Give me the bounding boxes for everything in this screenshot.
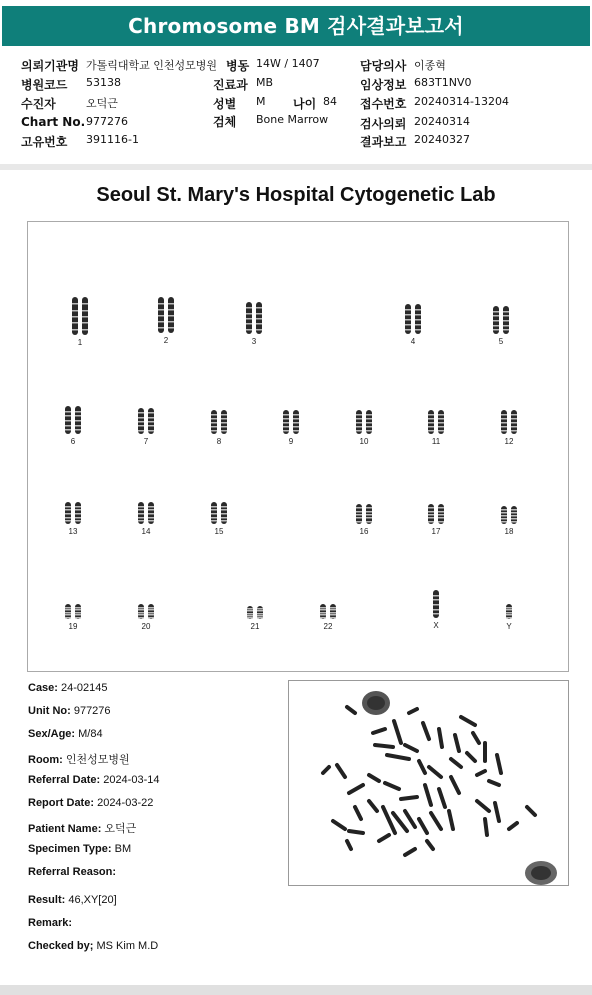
department-label: 진료과 (213, 78, 248, 92)
chromosome-image (63, 604, 83, 619)
chromosome-label: 13 (68, 527, 78, 536)
chromosome-image (156, 297, 176, 333)
checked-value: MS Kim M.D (96, 940, 159, 952)
chromosome-pair (271, 410, 311, 446)
chromosome-label: 12 (504, 437, 514, 446)
chromosome-label: 14 (141, 527, 151, 536)
chromosome-image (70, 297, 90, 335)
chromosome-label: Y (506, 622, 512, 631)
referral-reason-row (28, 866, 116, 878)
unique-label: 고유번호 (21, 135, 68, 149)
report-date-row (28, 797, 153, 809)
specimen-type-row (28, 843, 131, 855)
referral-reason-label: Referral Reason: (28, 866, 117, 878)
sexage-label: Sex/Age: (28, 728, 76, 740)
examinee-value: 오덕근 (86, 97, 118, 110)
metaphase-image (288, 680, 569, 886)
clinical-label: 임상정보 (360, 78, 407, 92)
specimen-type-value: BM (114, 843, 132, 855)
karyogram-panel (27, 221, 569, 672)
sex-label: 성별 (213, 97, 237, 111)
clinical-value: 683T1NV0 (414, 76, 472, 89)
chromosome-pair (481, 306, 521, 346)
cytogenetic-report (0, 170, 592, 985)
chromosome-label: 3 (251, 337, 257, 346)
sexage-value: M/84 (78, 728, 103, 740)
referral-date-value: 2024-03-14 (103, 774, 160, 786)
chromosome-label: 8 (216, 437, 222, 446)
remark-label: Remark: (28, 917, 73, 929)
chromosome-pair (489, 410, 529, 446)
footer-strip (0, 985, 592, 995)
chromosome-pair (234, 302, 274, 346)
specimen-value: Bone Marrow (256, 113, 329, 126)
chromosome-image (354, 410, 374, 434)
result-report-value: 20240327 (414, 133, 470, 146)
result-label: Result: (28, 894, 66, 906)
patient-row (28, 820, 136, 836)
report-date-label: Report Date: (28, 797, 95, 809)
report-header (0, 0, 592, 52)
chromosome-pair (199, 410, 239, 446)
chromosome-pair (344, 410, 384, 446)
chromosome-image (354, 504, 374, 524)
chromosome-pair (146, 297, 186, 345)
chromosome-label: X (433, 621, 439, 630)
age-value: 84 (323, 95, 337, 108)
chromosome-label: 4 (410, 337, 416, 346)
chromosome-label: 22 (323, 622, 333, 631)
request-value: 20240314 (414, 115, 470, 128)
institution-label: 의뢰기관명 (21, 59, 79, 73)
chromosome-image (209, 502, 229, 524)
chromosome-image (431, 590, 441, 618)
chromosome-pair (53, 502, 93, 536)
institution-value: 가톨릭대학교 인천성모병원 (86, 59, 218, 72)
chromosome-image (136, 604, 156, 619)
room-value: 인천성모병원 (65, 754, 130, 766)
chromosome-pair (199, 502, 239, 536)
chromosome-image (426, 504, 446, 524)
room-row (28, 751, 130, 767)
chromosome-label: 6 (70, 437, 76, 446)
specimen-label: 검체 (213, 115, 237, 129)
chromosome-label: 9 (288, 437, 294, 446)
chromosome-label: 15 (214, 527, 224, 536)
case-value: 24-02145 (61, 682, 108, 694)
checked-label: Checked by; (28, 940, 94, 952)
chromosome-image (504, 604, 514, 619)
chromosome-pair (416, 410, 456, 446)
ward-value: 14W / 1407 (256, 57, 320, 70)
case-row (28, 682, 108, 694)
chromosome-image (426, 410, 446, 434)
doctor-value: 이종혁 (414, 59, 446, 72)
chromosome-pair (416, 504, 456, 536)
chromosome-label: 21 (250, 622, 260, 631)
hospital-code-label: 병원코드 (21, 78, 68, 92)
chromosome-image (245, 606, 265, 619)
chromosome-label: 7 (143, 437, 149, 446)
chromosome-image (244, 302, 264, 334)
department-value: MB (256, 76, 274, 89)
chromosome-label: 5 (498, 337, 504, 346)
chromosome-pair (126, 604, 166, 631)
room-label: Room: (28, 754, 63, 766)
receipt-label: 접수번호 (360, 97, 407, 111)
doctor-label: 담당의사 (360, 59, 407, 73)
patient-info-panel (0, 52, 592, 164)
chromosome-image (403, 304, 423, 334)
chromosome-image (63, 502, 83, 524)
chromosome-image (499, 410, 519, 434)
chromosome-image (63, 406, 83, 434)
examinee-label: 수진자 (21, 97, 56, 111)
result-value: 46,XY[20] (68, 894, 117, 906)
chromosome-pair (60, 297, 100, 347)
chart-value: 977276 (86, 115, 128, 128)
chart-label: Chart No. (21, 115, 86, 129)
chromosome-pair (53, 604, 93, 631)
sex-value: M (256, 95, 266, 108)
unit-label: Unit No: (28, 705, 71, 717)
checked-row (28, 940, 158, 952)
chromosome-pair (344, 504, 384, 536)
result-report-label: 결과보고 (360, 135, 407, 149)
chromosome-image (281, 410, 301, 434)
unit-value: 977276 (73, 705, 111, 717)
remark-row (28, 917, 72, 929)
chromosome-pair (416, 590, 456, 630)
unique-value: 391116-1 (86, 133, 139, 146)
chromosome-pair (489, 506, 529, 536)
metaphase-spread-image (289, 681, 568, 885)
result-row (28, 894, 117, 906)
chromosome-pair (393, 304, 433, 346)
lab-title: Seoul St. Mary's Hospital Cytogenetic Lab (96, 184, 496, 206)
report-date-value: 2024-03-22 (97, 797, 154, 809)
chromosome-image (209, 410, 229, 434)
request-label: 검사의뢰 (360, 117, 407, 131)
specimen-type-label: Specimen Type: (28, 843, 112, 855)
chromosome-pair (308, 604, 348, 631)
chromosome-label: 16 (359, 527, 369, 536)
hospital-code-value: 53138 (86, 76, 121, 89)
referral-date-label: Referral Date: (28, 774, 101, 786)
chromosome-label: 2 (163, 336, 169, 345)
chromosome-label: 10 (359, 437, 369, 446)
chromosome-label: 19 (68, 622, 78, 631)
sexage-row (28, 728, 103, 740)
chromosome-pair (235, 606, 275, 631)
chromosome-pair (126, 502, 166, 536)
ward-label: 병동 (226, 59, 250, 73)
chromosome-label: 18 (504, 527, 514, 536)
case-label: Case: (28, 682, 58, 694)
chromosome-label: 11 (431, 437, 441, 446)
receipt-value: 20240314-13204 (414, 95, 509, 108)
chromosome-label: 20 (141, 622, 151, 631)
patient-value: 오덕근 (104, 823, 137, 835)
chromosome-image (491, 306, 511, 334)
chromosome-image (136, 408, 156, 434)
chromosome-image (136, 502, 156, 524)
age-label: 나이 (293, 97, 317, 111)
report-title: Chromosome BM 검사결과보고서 (2, 6, 590, 46)
chromosome-pair (126, 408, 166, 446)
chromosome-image (318, 604, 338, 619)
chromosome-label: 17 (431, 527, 441, 536)
chromosome-image (499, 506, 519, 524)
referral-date-row (28, 774, 159, 786)
chromosome-pair (489, 604, 529, 631)
patient-label: Patient Name: (28, 823, 102, 835)
chromosome-label: 1 (77, 338, 83, 347)
unit-row (28, 705, 111, 717)
chromosome-pair (53, 406, 93, 446)
